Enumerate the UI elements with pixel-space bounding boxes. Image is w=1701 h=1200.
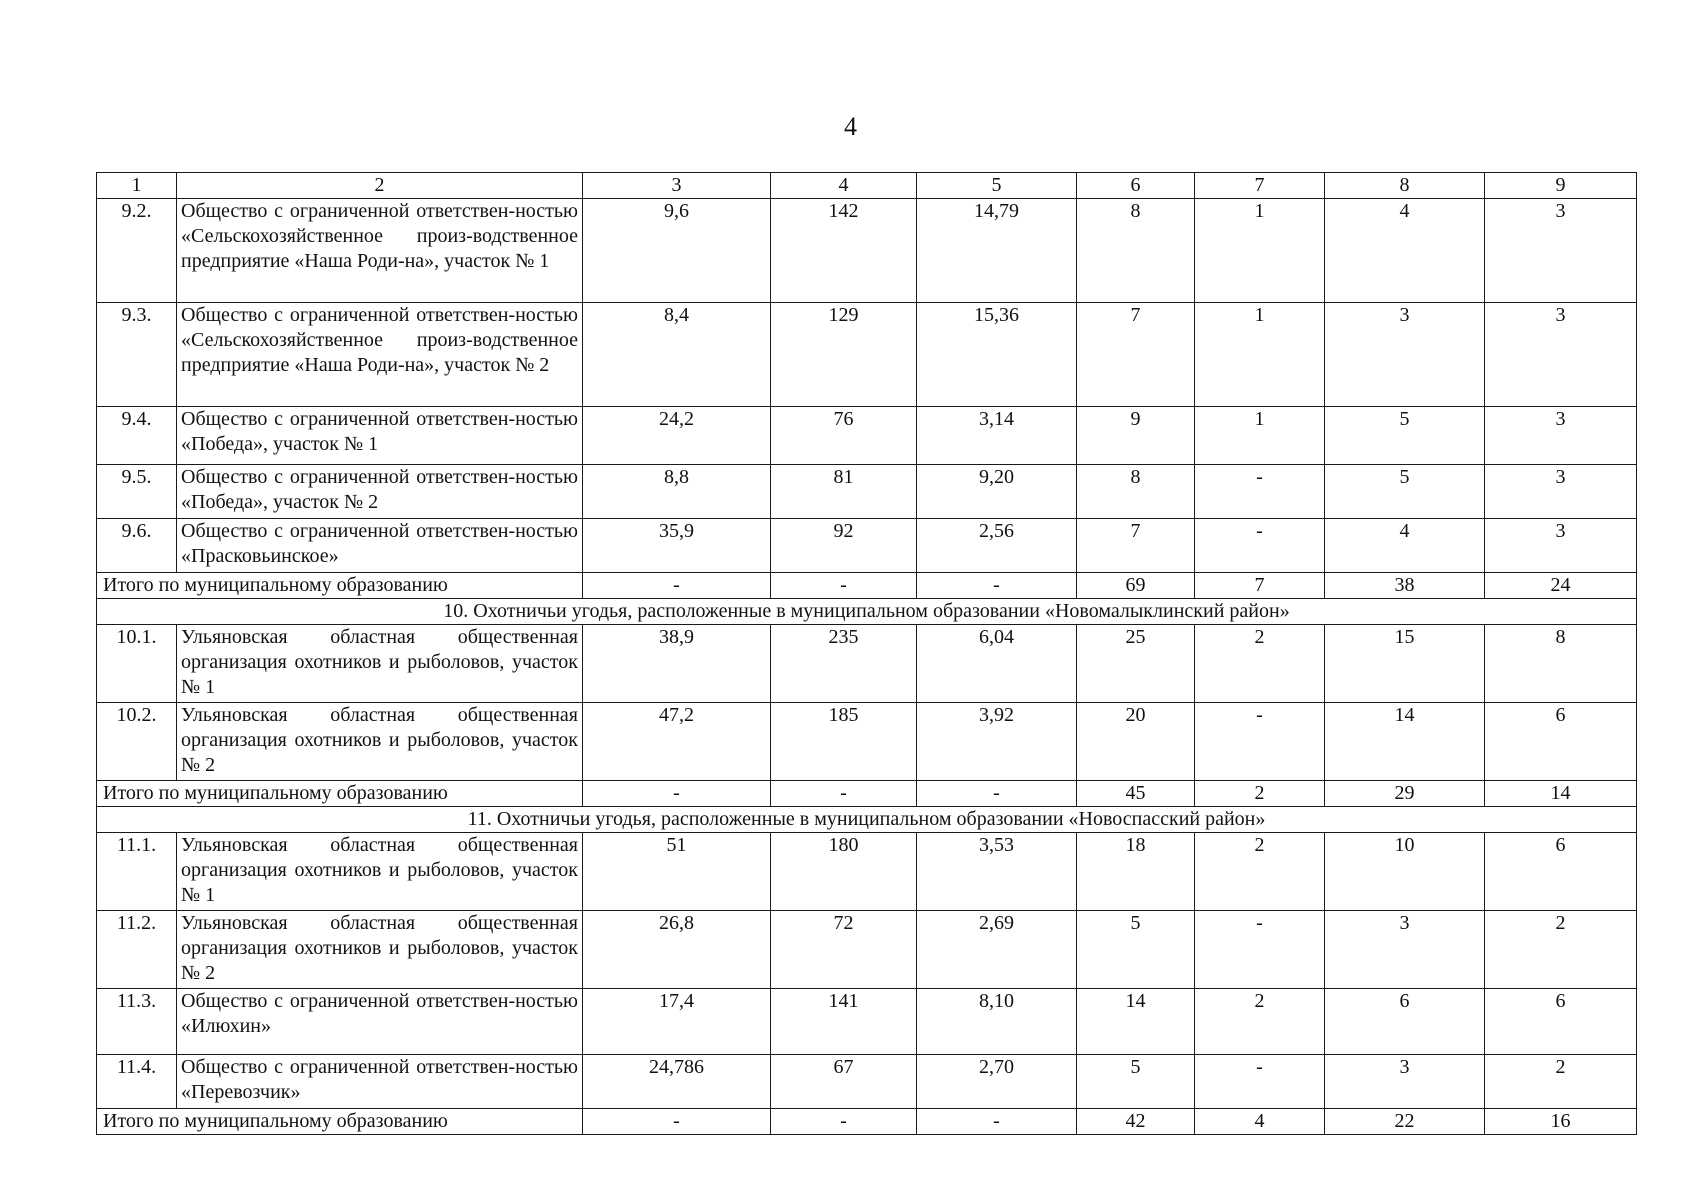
cell-col5: - bbox=[917, 573, 1077, 599]
cell-col4: - bbox=[771, 781, 917, 807]
cell-col9: 3 bbox=[1485, 303, 1637, 407]
cell-col7: 2 bbox=[1195, 781, 1325, 807]
cell-col4: 235 bbox=[771, 625, 917, 703]
hunting-grounds-table bbox=[96, 172, 1637, 1135]
total-row bbox=[97, 781, 1637, 807]
cell-col9: 8 bbox=[1485, 625, 1637, 703]
cell-col9: 6 bbox=[1485, 703, 1637, 781]
cell-col4: - bbox=[771, 1109, 917, 1135]
cell-col7: 4 bbox=[1195, 1109, 1325, 1135]
cell-col8: 3 bbox=[1325, 303, 1485, 407]
cell-col4: 72 bbox=[771, 911, 917, 989]
organization-name: Ульяновская областная общественная организация охотников и рыболовов, участок № 1 bbox=[177, 833, 583, 911]
table-row bbox=[97, 407, 1637, 465]
cell-col6: 69 bbox=[1077, 573, 1195, 599]
cell-col7: 2 bbox=[1195, 833, 1325, 911]
cell-col6: 8 bbox=[1077, 199, 1195, 303]
cell-col4: - bbox=[771, 573, 917, 599]
cell-col3: 9,6 bbox=[583, 199, 771, 303]
organization-name: Общество с ограниченной ответствен-ностью «Сельскохозяйственное произ-водственное предприятие «Наша Роди-на», участок № 2 bbox=[177, 303, 583, 407]
row-number: 11.4. bbox=[97, 1055, 177, 1109]
cell-col5: - bbox=[917, 781, 1077, 807]
cell-col9: 24 bbox=[1485, 573, 1637, 599]
cell-col7: 2 bbox=[1195, 989, 1325, 1055]
row-number: 9.4. bbox=[97, 407, 177, 465]
cell-col6: 7 bbox=[1077, 519, 1195, 573]
cell-col6: 20 bbox=[1077, 703, 1195, 781]
cell-col4: 67 bbox=[771, 1055, 917, 1109]
cell-col4: 76 bbox=[771, 407, 917, 465]
cell-col8: 3 bbox=[1325, 911, 1485, 989]
column-header: 3 bbox=[583, 173, 771, 199]
row-number: 10.1. bbox=[97, 625, 177, 703]
column-header: 4 bbox=[771, 173, 917, 199]
section-title: 10. Охотничьи угодья, расположенные в муниципальном образовании «Новомалыклинский район» bbox=[97, 599, 1637, 625]
row-number: 9.2. bbox=[97, 199, 177, 303]
cell-col8: 5 bbox=[1325, 407, 1485, 465]
cell-col3: 26,8 bbox=[583, 911, 771, 989]
cell-col9: 3 bbox=[1485, 199, 1637, 303]
cell-col3: 8,8 bbox=[583, 465, 771, 519]
cell-col3: 35,9 bbox=[583, 519, 771, 573]
total-label: Итого по муниципальному образованию bbox=[97, 781, 583, 807]
row-number: 10.2. bbox=[97, 703, 177, 781]
cell-col8: 4 bbox=[1325, 519, 1485, 573]
total-row bbox=[97, 1109, 1637, 1135]
column-header: 5 bbox=[917, 173, 1077, 199]
cell-col6: 25 bbox=[1077, 625, 1195, 703]
cell-col9: 3 bbox=[1485, 407, 1637, 465]
cell-col3: - bbox=[583, 573, 771, 599]
cell-col9: 2 bbox=[1485, 911, 1637, 989]
total-row bbox=[97, 573, 1637, 599]
cell-col8: 14 bbox=[1325, 703, 1485, 781]
cell-col7: - bbox=[1195, 703, 1325, 781]
cell-col6: 14 bbox=[1077, 989, 1195, 1055]
section-row bbox=[97, 807, 1637, 833]
cell-col5: 2,70 bbox=[917, 1055, 1077, 1109]
cell-col7: - bbox=[1195, 1055, 1325, 1109]
cell-col7: - bbox=[1195, 911, 1325, 989]
cell-col8: 10 bbox=[1325, 833, 1485, 911]
column-header: 2 bbox=[177, 173, 583, 199]
table-row bbox=[97, 911, 1637, 989]
cell-col7: - bbox=[1195, 465, 1325, 519]
cell-col6: 7 bbox=[1077, 303, 1195, 407]
cell-col8: 3 bbox=[1325, 1055, 1485, 1109]
column-header: 7 bbox=[1195, 173, 1325, 199]
table-row bbox=[97, 465, 1637, 519]
cell-col7: - bbox=[1195, 519, 1325, 573]
table-row bbox=[97, 703, 1637, 781]
column-header: 1 bbox=[97, 173, 177, 199]
cell-col7: 1 bbox=[1195, 407, 1325, 465]
cell-col5: 3,14 bbox=[917, 407, 1077, 465]
cell-col7: 1 bbox=[1195, 199, 1325, 303]
row-number: 9.5. bbox=[97, 465, 177, 519]
cell-col8: 38 bbox=[1325, 573, 1485, 599]
organization-name: Общество с ограниченной ответствен-ностью «Победа», участок № 2 bbox=[177, 465, 583, 519]
cell-col4: 129 bbox=[771, 303, 917, 407]
table-row bbox=[97, 989, 1637, 1055]
cell-col5: 3,92 bbox=[917, 703, 1077, 781]
cell-col4: 180 bbox=[771, 833, 917, 911]
cell-col5: - bbox=[917, 1109, 1077, 1135]
cell-col4: 141 bbox=[771, 989, 917, 1055]
organization-name: Ульяновская областная общественная организация охотников и рыболовов, участок № 2 bbox=[177, 703, 583, 781]
cell-col5: 9,20 bbox=[917, 465, 1077, 519]
cell-col8: 15 bbox=[1325, 625, 1485, 703]
cell-col5: 2,69 bbox=[917, 911, 1077, 989]
table-row bbox=[97, 625, 1637, 703]
cell-col7: 7 bbox=[1195, 573, 1325, 599]
table-row bbox=[97, 199, 1637, 303]
cell-col6: 8 bbox=[1077, 465, 1195, 519]
table-row bbox=[97, 1055, 1637, 1109]
cell-col5: 2,56 bbox=[917, 519, 1077, 573]
cell-col3: 38,9 bbox=[583, 625, 771, 703]
column-header: 6 bbox=[1077, 173, 1195, 199]
organization-name: Ульяновская областная общественная организация охотников и рыболовов, участок № 1 bbox=[177, 625, 583, 703]
cell-col3: 24,786 bbox=[583, 1055, 771, 1109]
cell-col9: 14 bbox=[1485, 781, 1637, 807]
cell-col9: 16 bbox=[1485, 1109, 1637, 1135]
cell-col5: 3,53 bbox=[917, 833, 1077, 911]
cell-col9: 3 bbox=[1485, 519, 1637, 573]
column-header: 8 bbox=[1325, 173, 1485, 199]
cell-col8: 6 bbox=[1325, 989, 1485, 1055]
cell-col9: 3 bbox=[1485, 465, 1637, 519]
row-number: 9.3. bbox=[97, 303, 177, 407]
row-number: 11.1. bbox=[97, 833, 177, 911]
cell-col6: 5 bbox=[1077, 911, 1195, 989]
organization-name: Общество с ограниченной ответствен-ностью «Сельскохозяйственное произ-водственное предприятие «Наша Роди-на», участок № 1 bbox=[177, 199, 583, 303]
cell-col3: - bbox=[583, 781, 771, 807]
cell-col6: 18 bbox=[1077, 833, 1195, 911]
cell-col5: 14,79 bbox=[917, 199, 1077, 303]
cell-col4: 142 bbox=[771, 199, 917, 303]
cell-col5: 15,36 bbox=[917, 303, 1077, 407]
total-label: Итого по муниципальному образованию bbox=[97, 1109, 583, 1135]
organization-name: Общество с ограниченной ответствен-ностью «Перевозчик» bbox=[177, 1055, 583, 1109]
table-row bbox=[97, 303, 1637, 407]
row-number: 11.3. bbox=[97, 989, 177, 1055]
organization-name: Общество с ограниченной ответствен-ностью «Победа», участок № 1 bbox=[177, 407, 583, 465]
organization-name: Общество с ограниченной ответствен-ностью «Илюхин» bbox=[177, 989, 583, 1055]
cell-col8: 5 bbox=[1325, 465, 1485, 519]
table-row bbox=[97, 833, 1637, 911]
cell-col6: 45 bbox=[1077, 781, 1195, 807]
column-number-row bbox=[97, 173, 1637, 199]
cell-col8: 4 bbox=[1325, 199, 1485, 303]
cell-col4: 92 bbox=[771, 519, 917, 573]
cell-col5: 6,04 bbox=[917, 625, 1077, 703]
total-label: Итого по муниципальному образованию bbox=[97, 573, 583, 599]
cell-col3: 17,4 bbox=[583, 989, 771, 1055]
cell-col4: 81 bbox=[771, 465, 917, 519]
cell-col9: 6 bbox=[1485, 989, 1637, 1055]
cell-col3: 24,2 bbox=[583, 407, 771, 465]
cell-col6: 42 bbox=[1077, 1109, 1195, 1135]
table-row bbox=[97, 519, 1637, 573]
section-row bbox=[97, 599, 1637, 625]
cell-col8: 22 bbox=[1325, 1109, 1485, 1135]
cell-col3: 47,2 bbox=[583, 703, 771, 781]
section-title: 11. Охотничьи угодья, расположенные в муниципальном образовании «Новоспасский район» bbox=[97, 807, 1637, 833]
page-number: 4 bbox=[844, 112, 857, 141]
cell-col3: 51 bbox=[583, 833, 771, 911]
cell-col7: 2 bbox=[1195, 625, 1325, 703]
organization-name: Ульяновская областная общественная организация охотников и рыболовов, участок № 2 bbox=[177, 911, 583, 989]
cell-col6: 5 bbox=[1077, 1055, 1195, 1109]
row-number: 9.6. bbox=[97, 519, 177, 573]
cell-col5: 8,10 bbox=[917, 989, 1077, 1055]
cell-col7: 1 bbox=[1195, 303, 1325, 407]
cell-col9: 2 bbox=[1485, 1055, 1637, 1109]
organization-name: Общество с ограниченной ответствен-ностью «Прасковьинское» bbox=[177, 519, 583, 573]
row-number: 11.2. bbox=[97, 911, 177, 989]
column-header: 9 bbox=[1485, 173, 1637, 199]
cell-col8: 29 bbox=[1325, 781, 1485, 807]
cell-col3: - bbox=[583, 1109, 771, 1135]
cell-col9: 6 bbox=[1485, 833, 1637, 911]
cell-col4: 185 bbox=[771, 703, 917, 781]
cell-col3: 8,4 bbox=[583, 303, 771, 407]
cell-col6: 9 bbox=[1077, 407, 1195, 465]
